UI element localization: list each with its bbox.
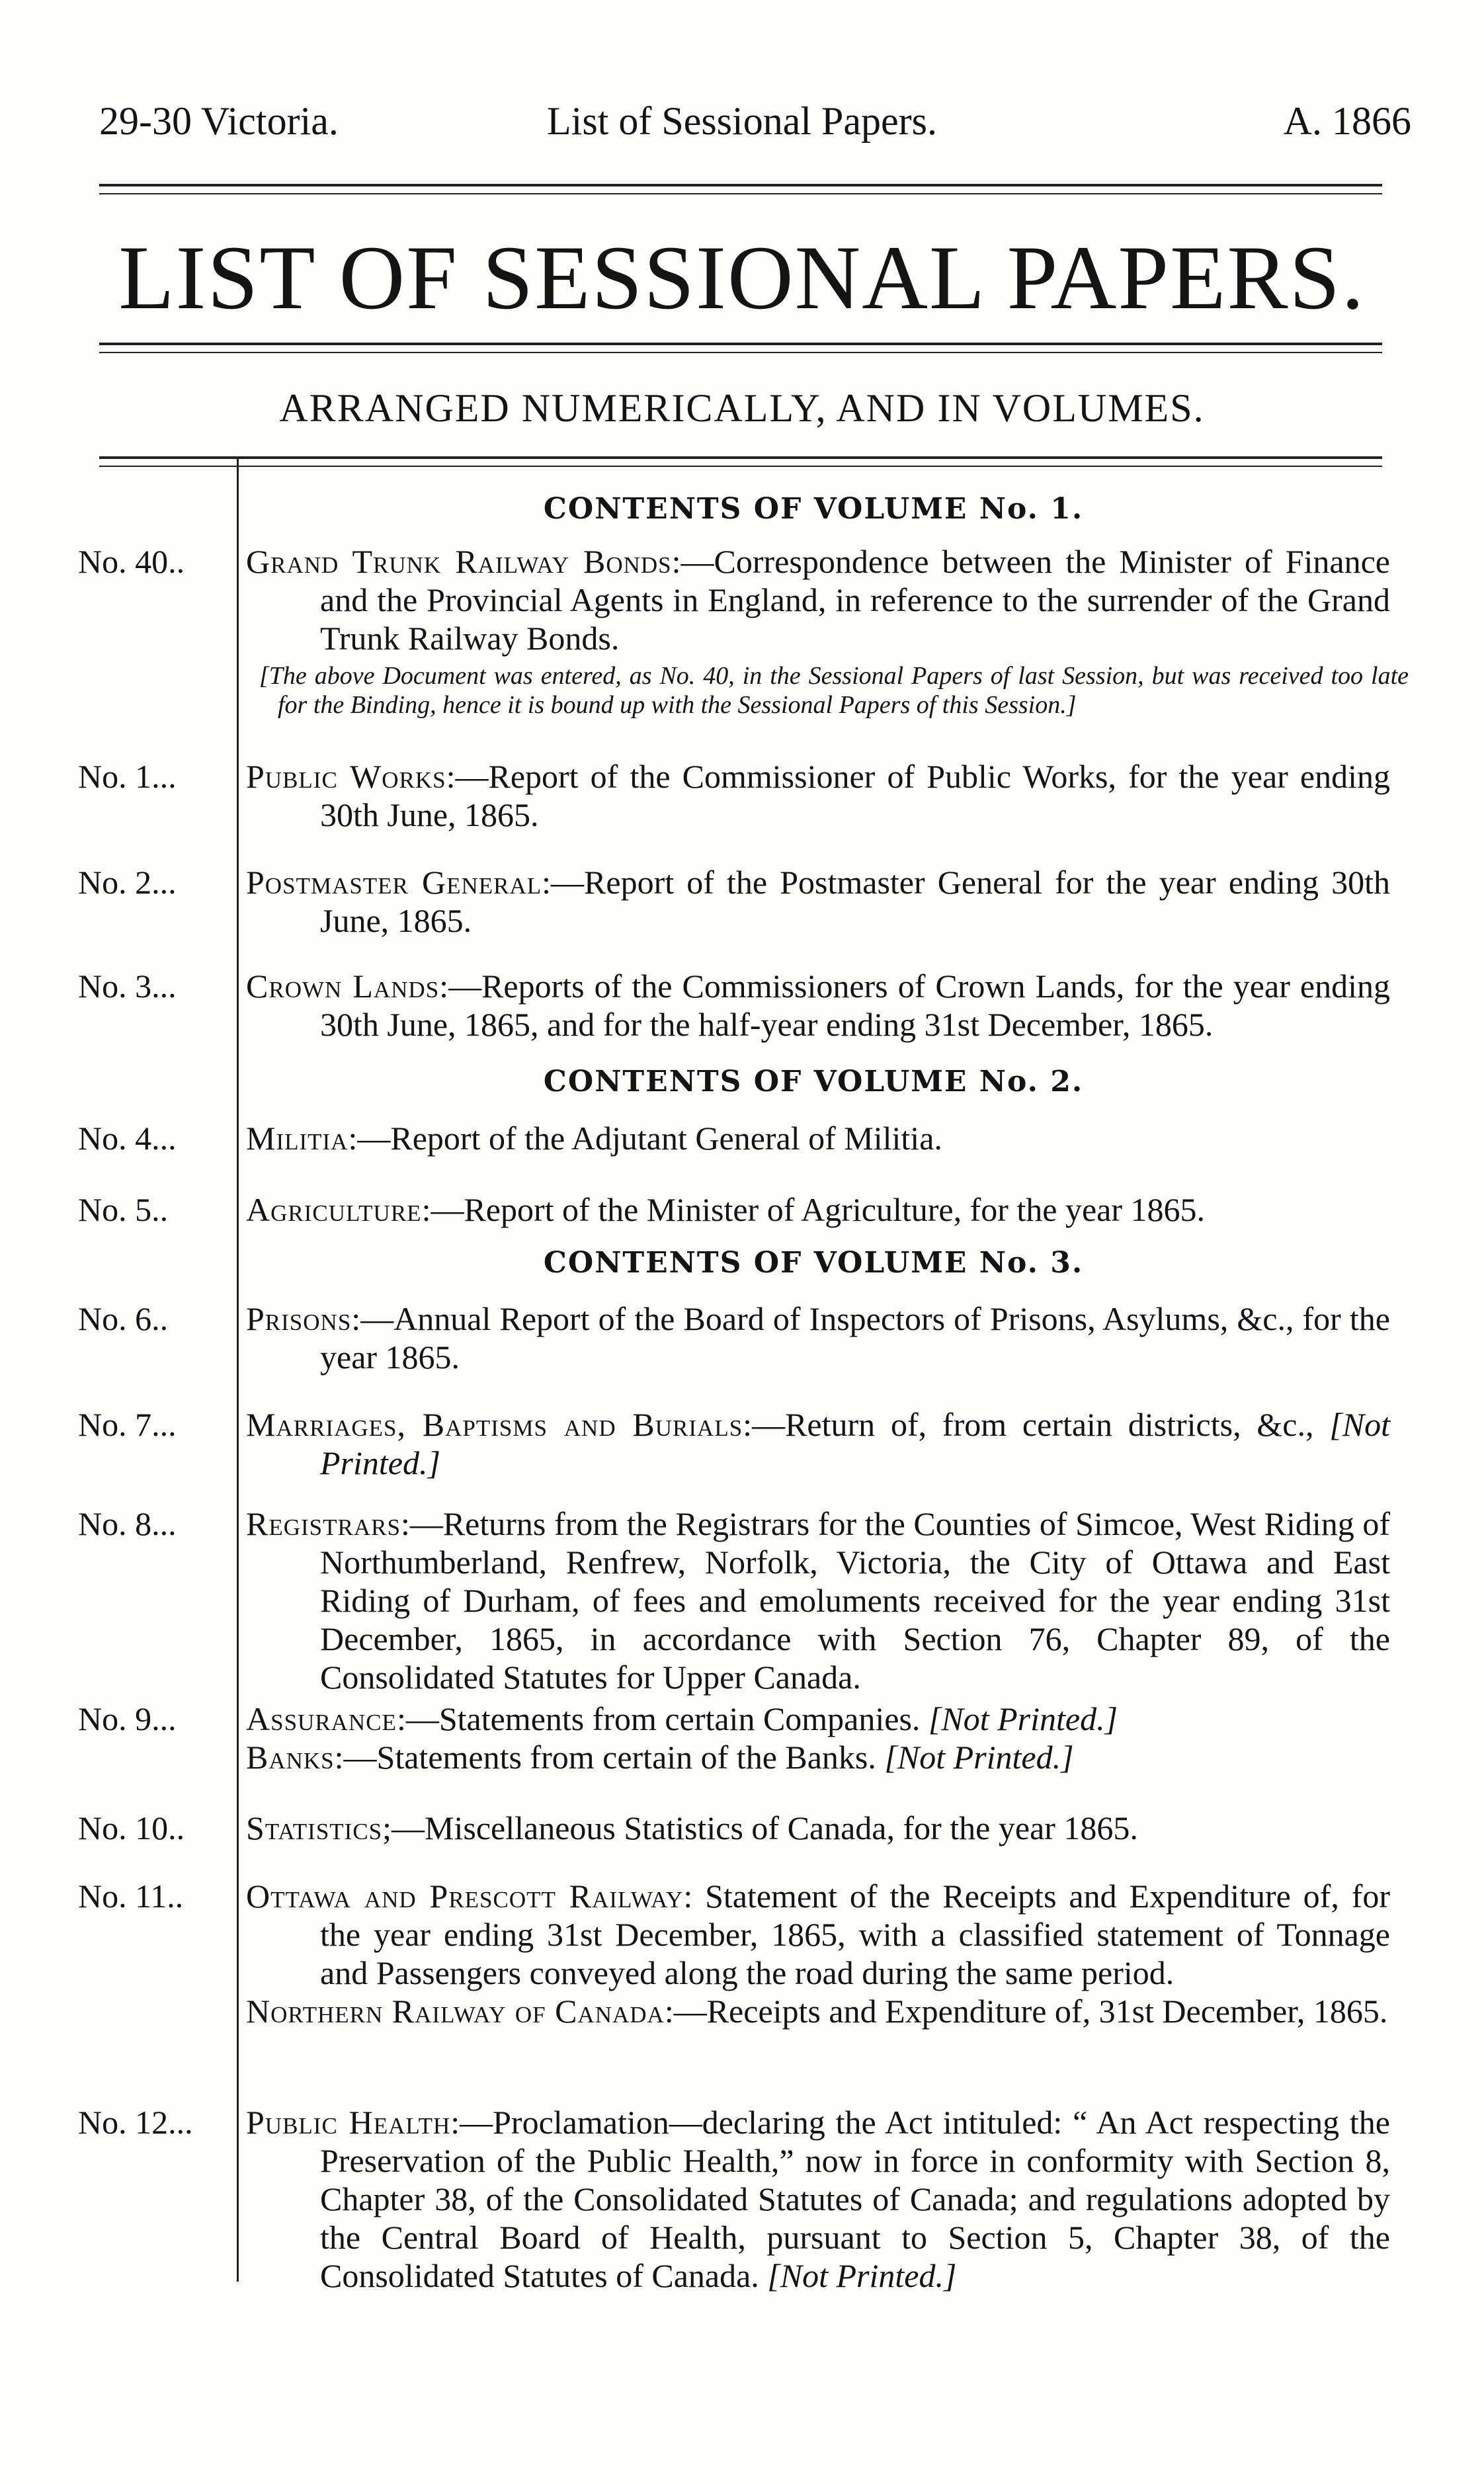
entry-number: No. 5..	[78, 1191, 169, 1228]
entry-line	[246, 1405, 1390, 1482]
entry-number: No. 7...	[78, 1406, 177, 1443]
not-printed-tag: [Not Printed.]	[928, 1700, 1118, 1737]
title-rule-thin	[99, 352, 1382, 353]
page-title: LIST OF SESSIONAL PAPERS.	[118, 227, 1366, 328]
entry-number: No. 1...	[78, 758, 177, 795]
entry-description: :—Statements from certain of the Banks.	[334, 1739, 876, 1776]
entry-line	[246, 1700, 1390, 1738]
title-rule	[99, 343, 1382, 345]
entry-description: :—Report of the Adjutant General of Militia.	[348, 1120, 942, 1157]
entry-number: No. 6..	[78, 1300, 169, 1337]
entry-text	[246, 1505, 1390, 1696]
entry-subject: Marriages, Baptisms and Burials	[246, 1406, 743, 1443]
entry-line	[246, 757, 1390, 834]
entry-text	[246, 757, 1390, 834]
entry-text	[246, 1119, 1390, 1157]
not-printed-tag: [Not Printed.]	[320, 1406, 1390, 1481]
entry-description: :—Statements from certain Companies.	[396, 1700, 921, 1737]
entry-text	[246, 1190, 1390, 1229]
entry-description: ;—Miscellaneous Statistics of Canada, for the year 1865.	[382, 1809, 1138, 1846]
entry-text	[246, 967, 1390, 1044]
entry-text	[246, 1809, 1390, 1847]
entry-number: No. 9...	[78, 1700, 177, 1737]
entry-description: :—Annual Report of the Board of Inspectors of Prisons, Asylums, &c., for the year 1865.	[320, 1300, 1390, 1376]
entry-line	[246, 1300, 1390, 1376]
volume-heading-2: CONTENTS OF VOLUME No. 2.	[543, 1065, 1084, 1098]
running-header-center: List of Sessional Papers.	[547, 99, 937, 143]
entry-description: :—Returns from the Registrars for the Counties of Simcoe, West Riding of Northumberland, Renfrew, Norfolk, Victoria, the City of Ottawa and East Riding of Durham, of fees and emoluments received for the year ending 31st December, 1865, in accordance with Section 76, Chapter 89, of the Consolidated Statutes for Upper Canada.	[320, 1505, 1390, 1696]
entry-description: :—Receipts and Expenditure of, 31st December, 1865.	[664, 1993, 1388, 2030]
not-printed-tag: [Not Printed.]	[884, 1739, 1074, 1776]
entry-text	[246, 1700, 1390, 1776]
entry-description: :—Report of the Minister of Agriculture, for the year 1865.	[421, 1191, 1205, 1228]
entry-text	[246, 863, 1390, 940]
entry-subject: Postmaster General	[246, 864, 542, 901]
entry-subject: Banks	[246, 1739, 335, 1776]
entry-line	[246, 863, 1390, 940]
entry-description: :—Reports of the Commissioners of Crown Lands, for the year ending 30th June, 1865, and for the half-year ending 31st December, 1865.	[320, 968, 1390, 1043]
running-header-right: A. 1866	[1283, 99, 1411, 143]
header-rule	[99, 184, 1382, 186]
entry-number: No. 4...	[78, 1120, 177, 1157]
entry-text	[246, 1877, 1390, 2030]
entry-line	[246, 1505, 1390, 1696]
entry-line	[246, 1738, 1390, 1776]
entry-subject: Crown Lands	[246, 968, 440, 1005]
entry-description: :—Report of the Commissioner of Public Works, for the year ending 30th June, 1865.	[320, 758, 1390, 833]
entry-number: No. 12...	[78, 2104, 193, 2141]
entry-line	[246, 542, 1390, 657]
subtitle-rule	[99, 456, 1382, 459]
entry-subject: Public Works	[246, 758, 446, 795]
entry-text	[246, 1405, 1390, 1482]
entry-subject: Agriculture	[246, 1191, 422, 1228]
volume-heading-3: CONTENTS OF VOLUME No. 3.	[543, 1246, 1084, 1280]
entry-note: [The above Document was entered, as No. 40, in the Sessional Papers of last Session, but was received too late for the Binding, hence it is bound up with the Sessional Papers of this Session.]	[259, 662, 1409, 719]
entry-line	[246, 1809, 1390, 1847]
entry-line	[246, 2103, 1390, 2295]
column-divider	[237, 456, 239, 2282]
entry-subject: Militia	[246, 1120, 349, 1157]
entry-description: :—Correspondence between the Minister of Finance and the Provincial Agents in England, in reference to the surrender of the Grand Trunk Railway Bonds.	[320, 543, 1390, 657]
entry-line	[246, 1190, 1390, 1229]
entry-description: :—Proclamation—declaring the Act intituled: “ An Act respecting the Preservation of the Public Health,” now in force in conformity with Section 8, Chapter 38, of the Consolidated Statutes of Canada; and regulations adopted by the Central Board of Health, pursuant to Section 5, Chapter 38, of the Consolidated Statutes of Canada.	[320, 2104, 1390, 2294]
entry-subject: Northern Railway of Canada	[246, 1993, 665, 2030]
header-rule-thin	[99, 193, 1382, 194]
entry-text	[246, 542, 1390, 657]
entry-text	[246, 2103, 1390, 2295]
entry-line	[246, 1119, 1390, 1157]
running-header-left: 29-30 Victoria.	[99, 99, 339, 143]
entry-subject: Statistics	[246, 1809, 383, 1846]
entry-subject: Public Health	[246, 2104, 451, 2141]
entry-number: No. 10..	[78, 1809, 185, 1846]
entry-number: No. 8...	[78, 1505, 177, 1542]
entry-description: :—Return of, from certain districts, &c.,	[743, 1406, 1314, 1443]
volume-heading-1: CONTENTS OF VOLUME No. 1.	[543, 492, 1084, 526]
entry-description: : Statement of the Receipts and Expenditure of, for the year ending 31st December, 1865, with a classified statement of Tonnage and Passengers conveyed along the road during the same period.	[320, 1878, 1390, 1991]
entry-number: No. 11..	[78, 1878, 184, 1915]
entry-number: No. 2...	[78, 864, 177, 901]
not-printed-tag: [Not Printed.]	[767, 2257, 957, 2294]
entry-description: :—Report of the Postmaster General for the year ending 30th June, 1865.	[320, 864, 1390, 939]
entry-subject: Prisons	[246, 1300, 352, 1337]
entry-line	[246, 1992, 1390, 2030]
entry-line	[246, 1877, 1390, 1992]
entry-line	[246, 967, 1390, 1044]
entry-subject: Registrars	[246, 1505, 401, 1542]
entry-number: No. 40..	[78, 543, 185, 580]
entry-text	[246, 1300, 1390, 1376]
entry-subject: Assurance	[246, 1700, 397, 1737]
subtitle-rule-thin	[99, 466, 1382, 467]
entry-subject: Grand Trunk Railway Bonds	[246, 543, 672, 580]
entry-number: No. 3...	[78, 968, 177, 1005]
page-subtitle: ARRANGED NUMERICALLY, AND IN VOLUMES.	[279, 386, 1205, 430]
entry-subject: Ottawa and Prescott Railway	[246, 1878, 684, 1915]
